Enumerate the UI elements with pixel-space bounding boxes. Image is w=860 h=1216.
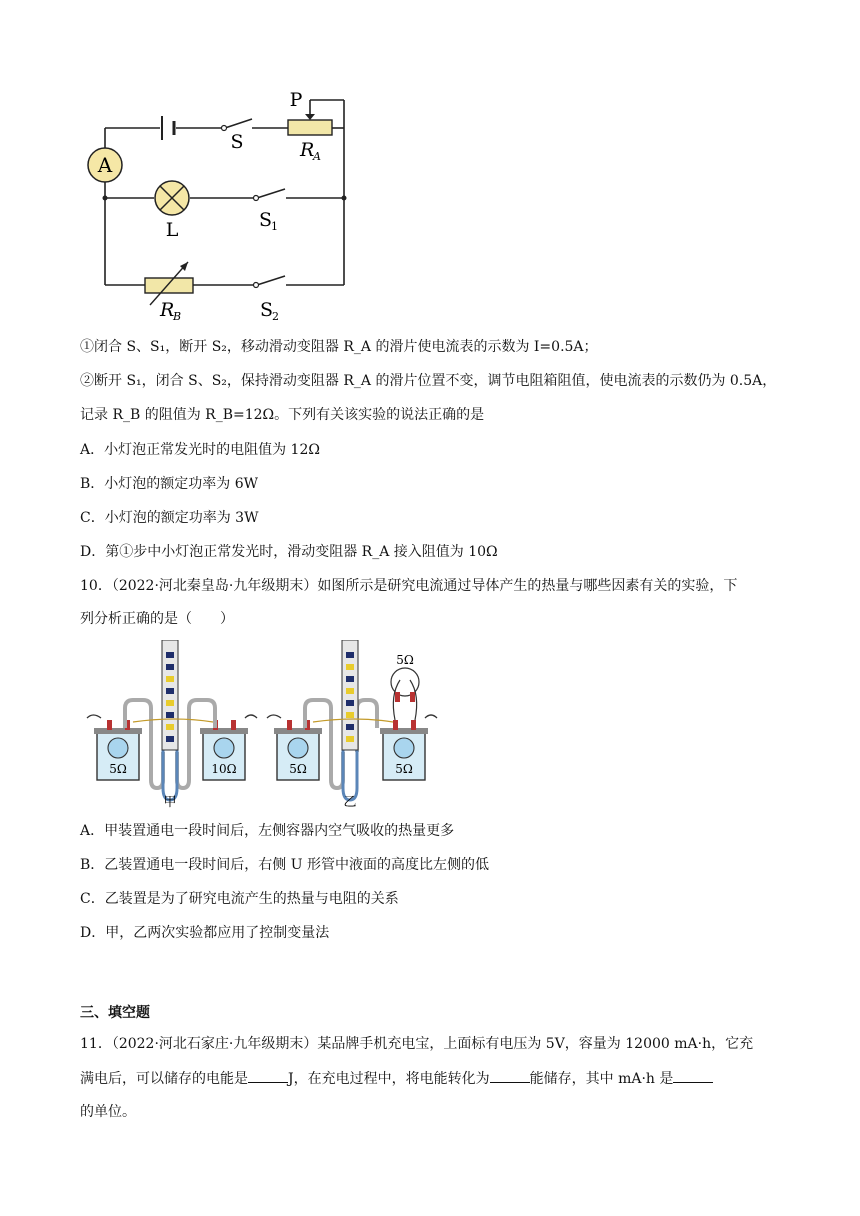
rb-label: R — [160, 299, 175, 321]
answer-blank-1[interactable] — [248, 1068, 288, 1083]
q11-line-3: 的单位。 — [80, 1104, 136, 1120]
q9-step2: ②断开 S₁，闭合 S、S₂，保持滑动变阻器 R_A 的滑片位置不变，调节电阻箱阻值，使电流表的示数仍为 0.5A， — [80, 373, 777, 389]
jia-right-resistor: 10Ω — [211, 762, 237, 776]
q9-option-c: C．小灯泡的额定功率为 3W — [80, 510, 259, 526]
ra-label: R — [300, 139, 315, 161]
q10-option-d: D．甲，乙两次实验都应用了控制变量法 — [80, 925, 330, 941]
q10-option-a: A．甲装置通电一段时间后，左侧容器内空气吸收的热量更多 — [80, 823, 455, 839]
yi-left-resistor: 5Ω — [289, 762, 307, 776]
q9-option-a: A．小灯泡正常发光时的电阻值为 12Ω — [80, 442, 320, 458]
circuit-diagram — [80, 80, 380, 325]
lamp-label: L — [165, 219, 179, 241]
q11-text-b: J，在充电过程中，将电能转化为 — [288, 1071, 490, 1087]
q11-text-c: 能储存，其中 mA·h 是 — [529, 1071, 674, 1087]
jia-label: 甲 — [163, 795, 177, 810]
apparatus-jia — [85, 640, 260, 810]
q9-step2b: 记录 R_B 的阻值为 R_B=12Ω。下列有关该实验的说法正确的是 — [80, 407, 485, 423]
section-title: 三、填空题 — [80, 1005, 150, 1021]
answer-blank-3[interactable] — [673, 1068, 713, 1083]
jia-left-resistor: 5Ω — [109, 762, 127, 776]
q9-step1: ①闭合 S、S₁，断开 S₂，移动滑动变阻器 R_A 的滑片使电流表的示数为 I=0.5A； — [80, 339, 598, 355]
q10-stem-1: 10．（2022·河北秦皇岛·九年级期末）如图所示是研究电流通过导体产生的热量与哪些因素有关的实验，下 — [80, 578, 738, 594]
q11-line-2 — [80, 1068, 713, 1089]
apparatus-yi — [265, 640, 445, 810]
switch-s1-label: S — [259, 209, 273, 231]
switch-s-label: S — [230, 131, 244, 153]
yi-parallel-resistor: 5Ω — [396, 653, 414, 667]
slider-p-label: P — [289, 89, 303, 111]
q9-option-b: B．小灯泡的额定功率为 6W — [80, 476, 259, 492]
ra-sub: A — [313, 150, 321, 163]
q10-stem-2: 列分析正确的是（ ） — [80, 611, 234, 627]
switch-s2-sub: 2 — [272, 310, 279, 323]
ammeter-label: A — [97, 153, 113, 177]
yi-label: 乙 — [343, 795, 357, 810]
q10-option-b: B．乙装置通电一段时间后，右侧 U 形管中液面的高度比左侧的低 — [80, 857, 489, 873]
rb-sub: B — [173, 310, 182, 323]
q11-text-a: 满电后，可以储存的电能是 — [80, 1071, 248, 1087]
q9-option-d: D．第①步中小灯泡正常发光时，滑动变阻器 R_A 接入阻值为 10Ω — [80, 544, 498, 560]
switch-s1-sub: 1 — [271, 220, 278, 233]
q11-line-1: 11．（2022·河北石家庄·九年级期末）某品牌手机充电宝，上面标有电压为 5V，容量为 12000 mA·h，它充 — [80, 1036, 754, 1052]
answer-blank-2[interactable] — [490, 1068, 530, 1083]
switch-s2-label: S — [260, 299, 274, 321]
yi-right-resistor: 5Ω — [395, 762, 413, 776]
q10-option-c: C．乙装置是为了研究电流产生的热量与电阻的关系 — [80, 891, 399, 907]
